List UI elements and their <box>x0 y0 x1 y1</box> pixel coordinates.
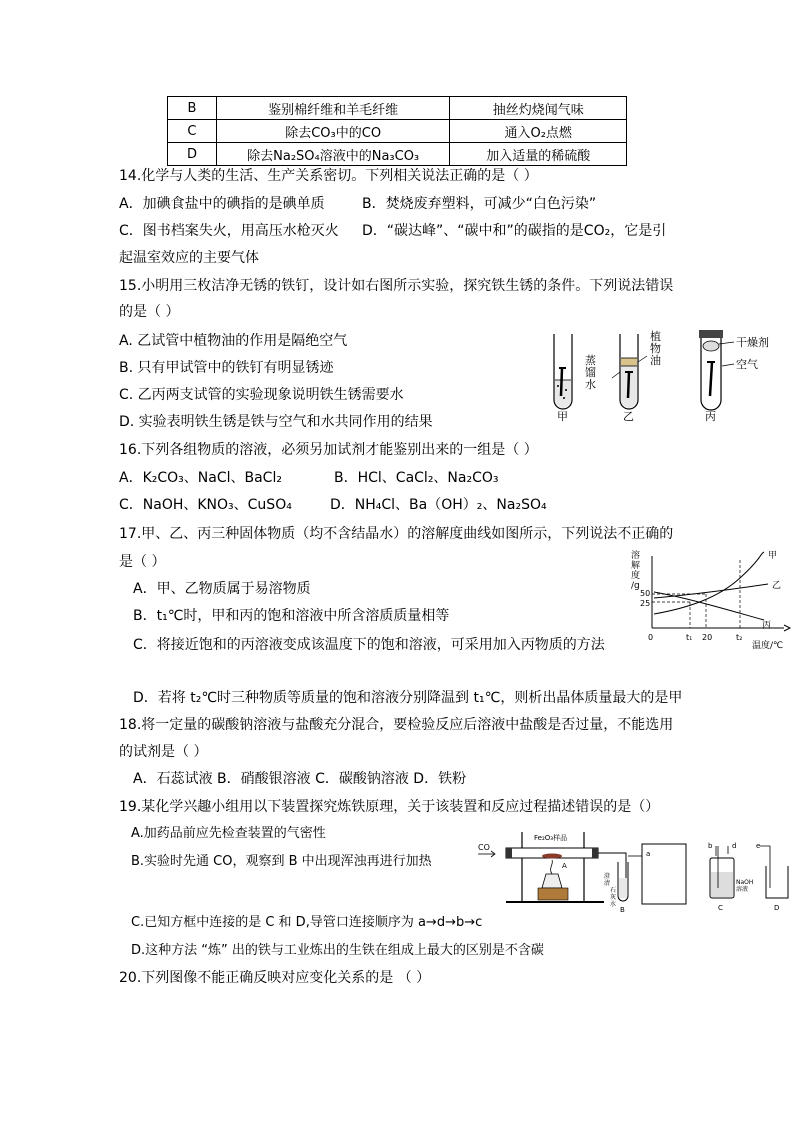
y-axis-label-2: 解 <box>631 561 641 571</box>
series-jia-label: 甲 <box>768 551 778 561</box>
distilled-water-label-3: 水 <box>585 378 596 391</box>
series-bing-label: 丙 <box>762 621 772 631</box>
y-tick-25: 25 <box>640 599 651 608</box>
apparatus-b-label: B <box>620 906 625 914</box>
y-axis-label-3: 度 <box>631 571 641 581</box>
q19-stem: 19.某化学兴趣小组用以下装置探究炼铁原理，关于该装置和反应过程描述错误的是（） <box>119 799 660 815</box>
q18-stem-cont: 的试剂是（ ） <box>119 744 208 760</box>
q14-option-c: C．图书档案失火，用高压水枪灭火 <box>119 223 339 239</box>
naoh-label-1: NaOH <box>736 879 754 886</box>
x-tick-20: 20 <box>702 633 713 642</box>
q15-option-b: B. 只有甲试管中的铁钉有明显锈迹 <box>119 360 334 376</box>
tube-label-jia: 甲 <box>557 410 568 423</box>
q14-option-d: D．“碳达峰”、“碳中和”的碳指的是CO₂，它是引 <box>362 223 667 239</box>
port-e-label: e <box>756 842 761 850</box>
q20-stem: 20.下列图像不能正确反映对应变化关系的是 （ ） <box>119 970 431 986</box>
table-row <box>168 120 627 143</box>
q17-option-c: C．将接近饱和的丙溶液变成该温度下的饱和溶液，可采用加入丙物质的方法 <box>133 637 605 653</box>
air-label: 空气 <box>736 358 758 371</box>
q15-option-c: C. 乙丙两支试管的实验现象说明铁生锈需要水 <box>119 387 404 403</box>
q19-option-c: C.已知方框中连接的是 C 和 D,导管口连接顺序为 a→d→b→c <box>131 915 483 930</box>
y-axis-label-4: /g <box>631 581 640 591</box>
q17-option-d: D．若将 t₂℃时三种物质等质量的饱和溶液分别降温到 t₁℃，则析出晶体质量最大的是甲 <box>133 690 683 706</box>
x-axis-label: 温度/℃ <box>752 641 784 650</box>
q17-stem: 17.甲、乙、丙三种固体物质（均不含结晶水）的溶解度曲线如图所示，下列说法不正确的 <box>119 526 674 542</box>
q15-stem: 15.小明用三枚洁净无锈的铁钉，设计如右图所示实验，探究铁生锈的条件。下列说法错误 <box>119 278 674 294</box>
q19-option-d: D.这种方法 “炼” 出的铁与工业炼出的生铁在组成上最大的区别是不含碳 <box>131 943 544 958</box>
tube-label-yi: 乙 <box>623 410 634 423</box>
table-cell-letter: C <box>168 120 217 143</box>
q16-option-d: D．NH₄Cl、Ba（OH）₂、Na₂SO₄ <box>330 497 547 513</box>
table-cell-method: 加入适量的稀硫酸 <box>450 143 627 166</box>
table-cell-method: 抽丝灼烧闻气味 <box>450 97 627 120</box>
limewater-label-4: 灰 <box>610 894 617 901</box>
table-cell-method: 通入O₂点燃 <box>450 120 627 143</box>
co-label: CO <box>478 843 490 852</box>
sample-label: Fe₂O₃样品 <box>534 834 568 842</box>
distilled-water-label-2: 馏 <box>585 366 596 379</box>
table-cell-letter: B <box>168 97 217 120</box>
q14-option-b: B．焚烧废弃塑料，可减少“白色污染” <box>362 196 597 212</box>
table-cell-purpose: 鉴别棉纤维和羊毛纤维 <box>216 97 450 120</box>
apparatus-d-label: D <box>774 904 780 912</box>
y-tick-50: 50 <box>640 589 651 598</box>
port-b-label: b <box>708 842 713 850</box>
q15-test-tube-figure <box>550 328 790 423</box>
limewater-label-1: 澄 <box>604 873 611 880</box>
apparatus-a-label: A <box>562 862 567 870</box>
x-tick-t1: t₁ <box>686 633 693 642</box>
port-a-label: a <box>646 850 651 858</box>
q16-option-c: C．NaOH、KNO₃、CuSO₄ <box>119 497 292 513</box>
series-yi-label: 乙 <box>772 581 782 591</box>
plant-oil-label-1: 植 <box>650 330 661 343</box>
q14-option-d-cont: 起温室效应的主要气体 <box>119 250 259 266</box>
limewater-label-5: 水 <box>610 901 617 908</box>
option-table <box>167 96 627 166</box>
q19-option-a: A.加药品前应先检查装置的气密性 <box>131 826 326 841</box>
desiccant-label: 干燥剂 <box>736 336 769 349</box>
q15-option-d: D. 实验表明铁生锈是铁与空气和水共同作用的结果 <box>119 414 433 430</box>
q15-option-a: A. 乙试管中植物油的作用是隔绝空气 <box>119 333 348 349</box>
distilled-water-label-1: 蒸 <box>585 354 596 367</box>
q17-stem-cont: 是（ ） <box>119 554 166 570</box>
plant-oil-label-3: 油 <box>650 354 661 367</box>
x-origin: 0 <box>648 633 654 642</box>
y-axis-label-1: 溶 <box>631 551 641 561</box>
table-cell-purpose: 除去Na₂SO₄溶液中的Na₃CO₃ <box>216 143 450 166</box>
plant-oil-label-2: 物 <box>650 342 661 355</box>
naoh-label-2: 溶液 <box>736 886 749 893</box>
q15-stem-cont: 的是（ ） <box>119 304 180 320</box>
limewater-label-2: 清 <box>604 880 611 887</box>
q16-option-b: B．HCl、CaCl₂、Na₂CO₃ <box>334 470 499 486</box>
table-cell-purpose: 除去CO₃中的CO <box>216 120 450 143</box>
q16-option-a: A．K₂CO₃、NaCl、BaCl₂ <box>119 470 282 486</box>
port-d-label: d <box>732 842 737 850</box>
q19-option-b: B.实验时先通 CO，观察到 B 中出现浑浊再进行加热 <box>131 854 432 869</box>
table-row <box>168 143 627 166</box>
q14-option-a: A．加碘食盐中的碘指的是碘单质 <box>119 196 325 212</box>
q18-options: A．石蕊试液 B．硝酸银溶液 C．碳酸钠溶液 D．铁粉 <box>133 771 467 787</box>
tube-label-bing: 丙 <box>705 410 716 423</box>
q19-apparatus-figure <box>476 826 790 914</box>
table-row <box>168 97 627 120</box>
apparatus-c-label: C <box>718 904 723 912</box>
table-cell-letter: D <box>168 143 217 166</box>
q17-option-b: B．t₁℃时，甲和丙的饱和溶液中所含溶质质量相等 <box>133 608 450 624</box>
q14-stem: 14.化学与人类的生活、生产关系密切。下列相关说法正确的是（ ） <box>119 168 538 184</box>
q17-option-a: A．甲、乙物质属于易溶物质 <box>133 581 311 597</box>
q18-stem: 18.将一定量的碳酸钠溶液与盐酸充分混合，要检验反应后溶液中盐酸是否过量，不能选用 <box>119 717 674 733</box>
limewater-label-3: 石 <box>610 887 617 894</box>
q16-stem: 16.下列各组物质的溶液，必须另加试剂才能鉴别出来的一组是（ ） <box>119 442 538 458</box>
x-tick-t2: t₂ <box>736 633 743 642</box>
q17-solubility-chart <box>628 548 792 650</box>
